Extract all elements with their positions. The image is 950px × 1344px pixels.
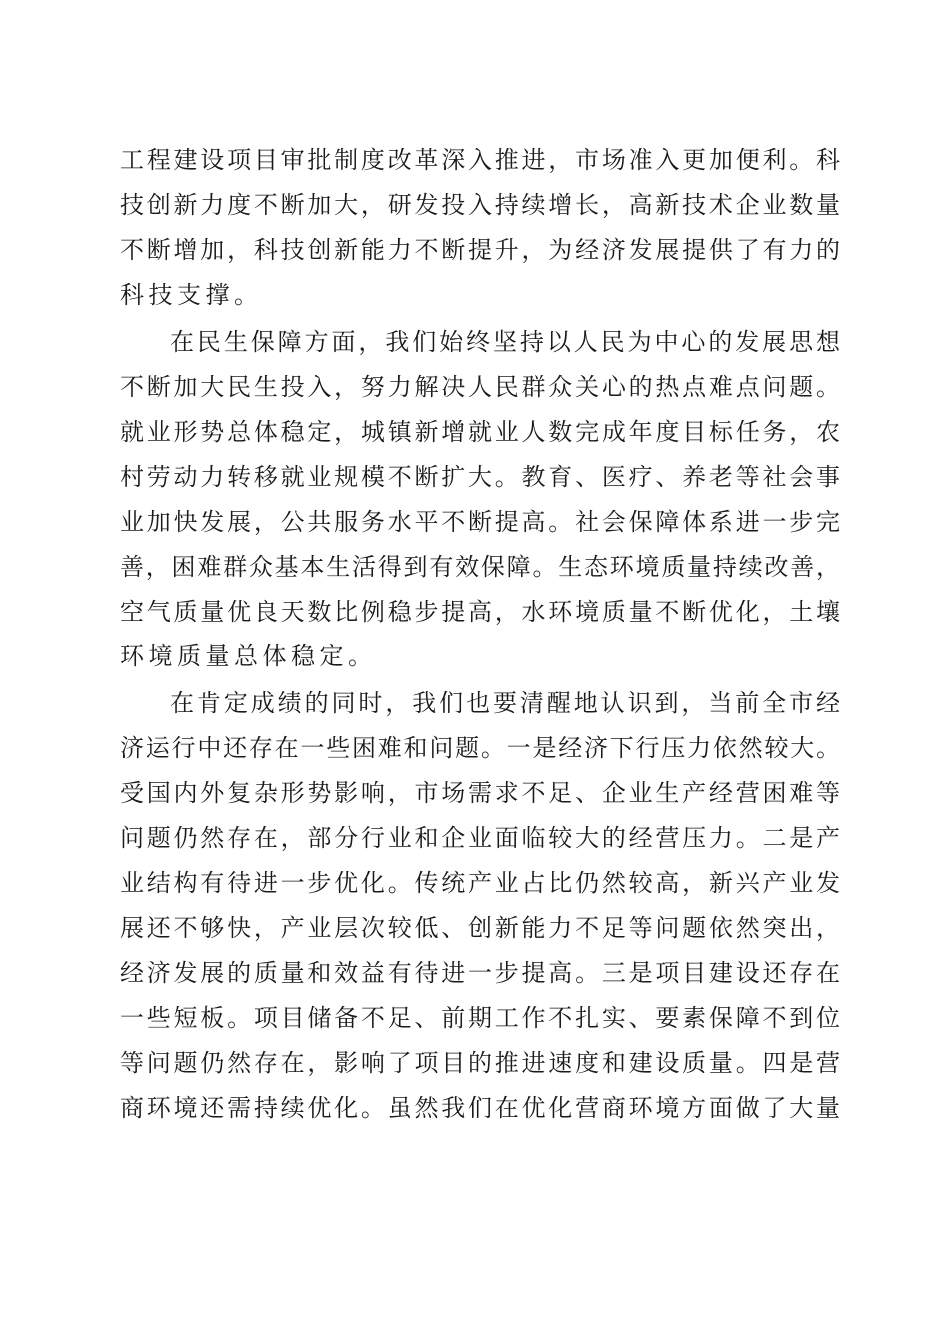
paragraph-3-line-7: 经济发展的质量和效益有待进一步提高。三是项目建设还存在 [120, 959, 840, 987]
paragraph-2-line-1: 在民生保障方面，我们始终坚持以人民为中心的发展思想 [170, 328, 840, 356]
paragraph-2-line-7: 空气质量优良天数比例稳步提高，水环境质量不断优化，土壤 [120, 598, 840, 626]
paragraph-2-line-3: 就业形势总体稳定，城镇新增就业人数完成年度目标任务，农 [120, 418, 840, 446]
paragraph-3-line-1: 在肯定成绩的同时，我们也要清醒地认识到，当前全市经 [170, 689, 840, 717]
paragraph-1-line-2: 技创新力度不断加大，研发投入持续增长，高新技术企业数量 [120, 191, 840, 219]
paragraph-2-line-5: 业加快发展，公共服务水平不断提高。社会保障体系进一步完 [120, 508, 840, 536]
paragraph-2-line-2: 不断加大民生投入，努力解决人民群众关心的热点难点问题。 [120, 373, 840, 401]
paragraph-2-line-8: 环境质量总体稳定。 [120, 642, 377, 670]
paragraph-1-line-3: 不断增加，科技创新能力不断提升，为经济发展提供了有力的 [120, 236, 840, 264]
paragraph-1-line-4: 科技支撑。 [120, 281, 263, 309]
paragraph-2-line-4: 村劳动力转移就业规模不断扩大。教育、医疗、养老等社会事 [120, 463, 840, 491]
paragraph-3-line-8: 一些短板。项目储备不足、前期工作不扎实、要素保障不到位 [120, 1004, 840, 1032]
paragraph-3-line-5: 业结构有待进一步优化。传统产业占比仍然较高，新兴产业发 [120, 869, 840, 897]
paragraph-3-line-2: 济运行中还存在一些困难和问题。一是经济下行压力依然较大。 [120, 734, 840, 762]
paragraph-2-line-6: 善，困难群众基本生活得到有效保障。生态环境质量持续改善， [120, 553, 840, 581]
paragraph-3-line-3: 受国内外复杂形势影响，市场需求不足、企业生产经营困难等 [120, 779, 840, 807]
paragraph-3-line-6: 展还不够快，产业层次较低、创新能力不足等问题依然突出， [120, 914, 840, 942]
paragraph-3-line-4: 问题仍然存在，部分行业和企业面临较大的经营压力。二是产 [120, 824, 840, 852]
paragraph-1-line-1: 工程建设项目审批制度改革深入推进，市场准入更加便利。科 [120, 146, 840, 174]
paragraph-3-line-9: 等问题仍然存在，影响了项目的推进速度和建设质量。四是营 [120, 1049, 840, 1077]
paragraph-3-line-10: 商环境还需持续优化。虽然我们在优化营商环境方面做了大量 [120, 1094, 840, 1122]
